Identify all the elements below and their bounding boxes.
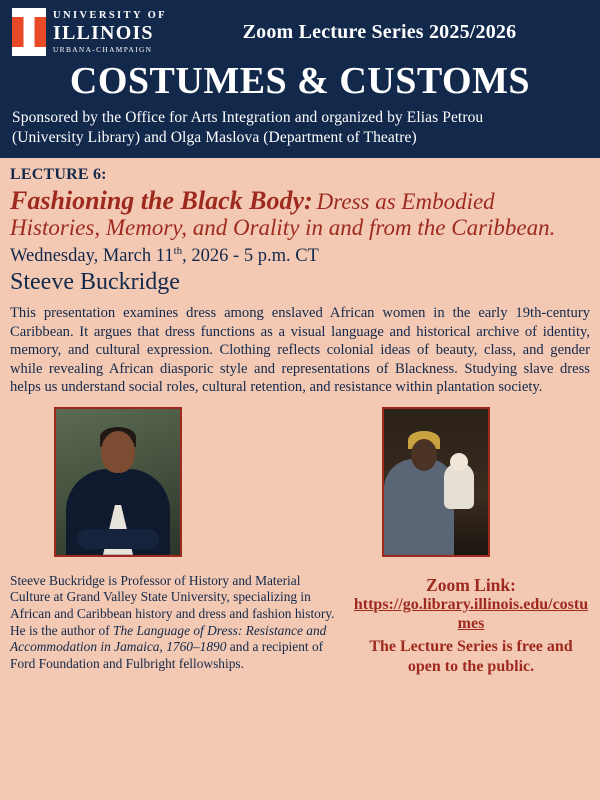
zoom-info	[352, 573, 590, 676]
speaker-portrait-photo	[54, 407, 182, 557]
speaker-bio	[10, 573, 340, 676]
free-and-open-note: The Lecture Series is free and open to the public.	[369, 638, 573, 675]
historical-painting-image	[382, 407, 490, 557]
talk-title-main: Fashioning the Black Body:	[10, 186, 313, 216]
wordmark-line1: UNIVERSITY OF	[53, 10, 167, 22]
talk-date	[10, 245, 590, 267]
poster-content	[0, 158, 600, 396]
university-wordmark	[53, 11, 167, 53]
block-i-icon	[12, 8, 46, 56]
abstract-text: This presentation examines dress among enslaved African women in the early 19th-century Caribbean. It argues that dress functions as a visual language and historical archive of identity, memory, and cultural expression. Clothing reflects colonial ideas of beauty, class, and gender while revealing African diasporic style and representations of Blackness. Studying slave dress helps us understand social roles, cultural retention, and resistance within plantation society.	[10, 305, 590, 396]
talk-date-prefix: Wednesday, March 11	[10, 246, 174, 267]
talk-title-subtitle: Dress as Embodied Histories, Memory, and Orality in and from the Caribbean.	[10, 189, 556, 241]
poster-main-title: COSTUMES & CUSTOMS	[69, 60, 531, 102]
talk-date-ordinal: th	[173, 245, 183, 258]
bottom-row	[0, 573, 600, 676]
speaker-name: Steeve Buckridge	[10, 268, 180, 295]
talk-title	[10, 186, 590, 241]
series-title: Zoom Lecture Series 2025/2026	[242, 20, 517, 43]
sponsor-line-1: Sponsored by the Office for Arts Integration and organized by Elias Petrou	[12, 109, 484, 126]
wordmark-line2: ILLINOIS	[53, 21, 154, 44]
images-row	[0, 407, 600, 567]
bio-book-title: The Language of Dress: Resistance and Accommodation in Jamaica, 1760–1890	[10, 622, 327, 655]
poster-header	[0, 0, 600, 158]
bio-part-2: and a recipient of Ford Foundation and Fulbright fellowships.	[10, 639, 324, 671]
sponsor-line-2: (University Library) and Olga Maslova (Department of Theatre)	[12, 129, 417, 147]
bio-part-1: Steeve Buckridge is Professor of History and Material Culture at Grand Valley State University, specializing in African and Caribbean history and dress and fashion history. He is the author of	[10, 572, 335, 638]
university-logo	[12, 8, 167, 56]
wordmark-line3: URBANA-CHAMPAIGN	[53, 44, 153, 54]
zoom-link-url[interactable]: https://go.library.illinois.edu/costumes	[353, 595, 589, 632]
header-top-row	[12, 8, 588, 56]
talk-date-suffix: , 2026 - 5 p.m. CT	[182, 246, 319, 267]
lecture-number-label: LECTURE 6:	[10, 166, 107, 184]
zoom-link-label: Zoom Link:	[426, 574, 516, 595]
